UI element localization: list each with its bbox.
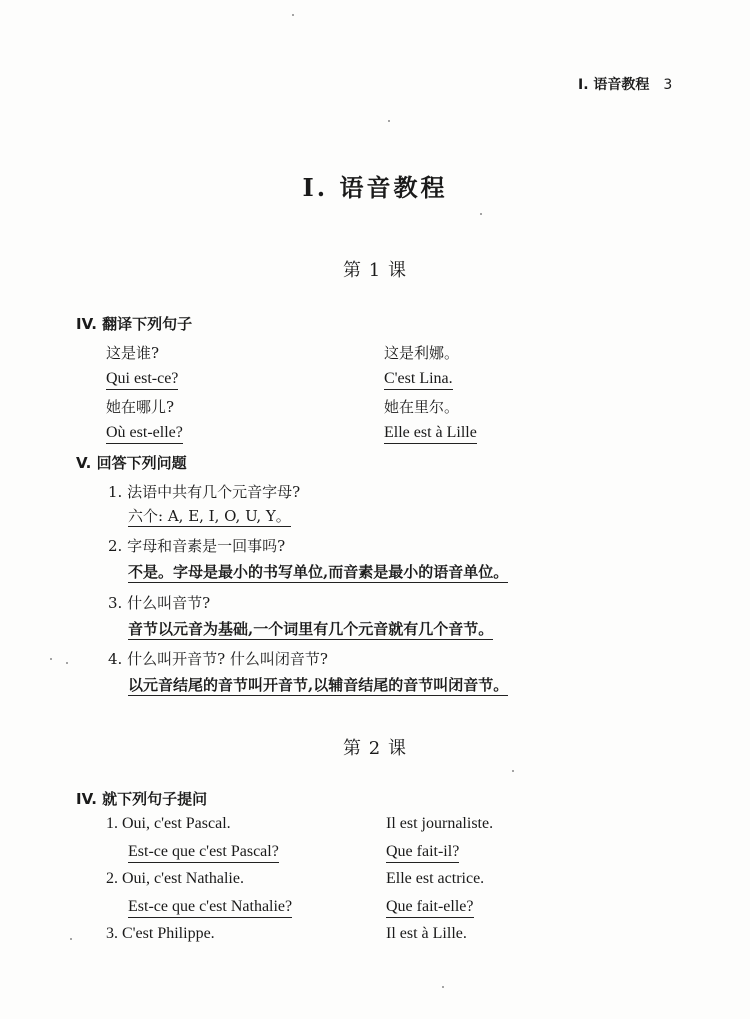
l1-s4-left-3: 她在哪儿?	[106, 398, 175, 416]
l1-s5-a1: 六个: A, E, I, O, U, Y。	[128, 507, 291, 525]
l2-s4-right-3: Elle est actrice.	[386, 870, 485, 887]
lesson-1-section-4-heading: IV. 翻译下列句子	[76, 315, 193, 333]
l2-s4-left-4: Est-ce que c'est Nathalie?	[128, 897, 292, 918]
l2-s4-right-2: Que fait-il?	[386, 842, 459, 863]
l1-s4-right-4: Elle est à Lille	[384, 423, 477, 444]
l1-s5-q1: 1. 法语中共有几个元音字母?	[108, 483, 301, 501]
scan-speck	[512, 770, 514, 772]
l2-s4-left-2: Est-ce que c'est Pascal?	[128, 842, 279, 863]
lesson-1-title: 第 1 课	[343, 260, 407, 281]
l1-s4-left-4: Où est-elle?	[106, 423, 183, 444]
scan-speck	[50, 658, 52, 660]
scan-speck	[442, 986, 444, 988]
running-header	[578, 74, 672, 94]
l2-s4-left-5: 3. C'est Philippe.	[106, 925, 215, 942]
page-number: 3	[663, 77, 673, 93]
l1-s5-q2: 2. 字母和音素是一回事吗?	[108, 537, 286, 555]
lesson-2-title: 第 2 课	[343, 738, 407, 759]
l1-s4-right-2: C'est Lina.	[384, 369, 453, 390]
l1-s5-q4: 4. 什么叫开音节? 什么叫闭音节?	[108, 650, 328, 668]
scan-speck	[480, 213, 482, 215]
scan-speck	[292, 14, 294, 16]
scan-speck	[70, 938, 72, 940]
lesson-2-section-4-heading: IV. 就下列句子提问	[76, 790, 208, 808]
l1-s4-left-1: 这是谁?	[106, 344, 160, 362]
l2-s4-right-1: Il est journaliste.	[386, 815, 494, 832]
lesson-1-section-5-heading: V. 回答下列问题	[76, 454, 187, 472]
running-header-title: I. 语音教程	[578, 77, 650, 93]
scan-speck	[66, 662, 68, 664]
l2-s4-right-5: Il est à Lille.	[386, 925, 467, 942]
l1-s5-a3: 音节以元音为基础,一个词里有几个元音就有几个音节。	[128, 620, 494, 638]
l1-s4-left-2: Qui est-ce?	[106, 369, 178, 390]
scan-speck	[388, 120, 390, 122]
l1-s5-a4: 以元音结尾的音节叫开音节,以辅音结尾的音节叫闭音节。	[128, 676, 509, 694]
l2-s4-left-3: 2. Oui, c'est Nathalie.	[106, 870, 244, 887]
l1-s5-q3: 3. 什么叫音节?	[108, 594, 211, 612]
l2-s4-right-4: Que fait-elle?	[386, 897, 474, 918]
l2-s4-left-1: 1. Oui, c'est Pascal.	[106, 815, 231, 832]
chapter-title: I. 语音教程	[302, 173, 448, 202]
l1-s4-right-3: 她在里尔。	[384, 398, 460, 416]
l1-s4-right-1: 这是利娜。	[384, 344, 460, 362]
l1-s5-a2: 不是。字母是最小的书写单位,而音素是最小的语音单位。	[128, 563, 509, 581]
